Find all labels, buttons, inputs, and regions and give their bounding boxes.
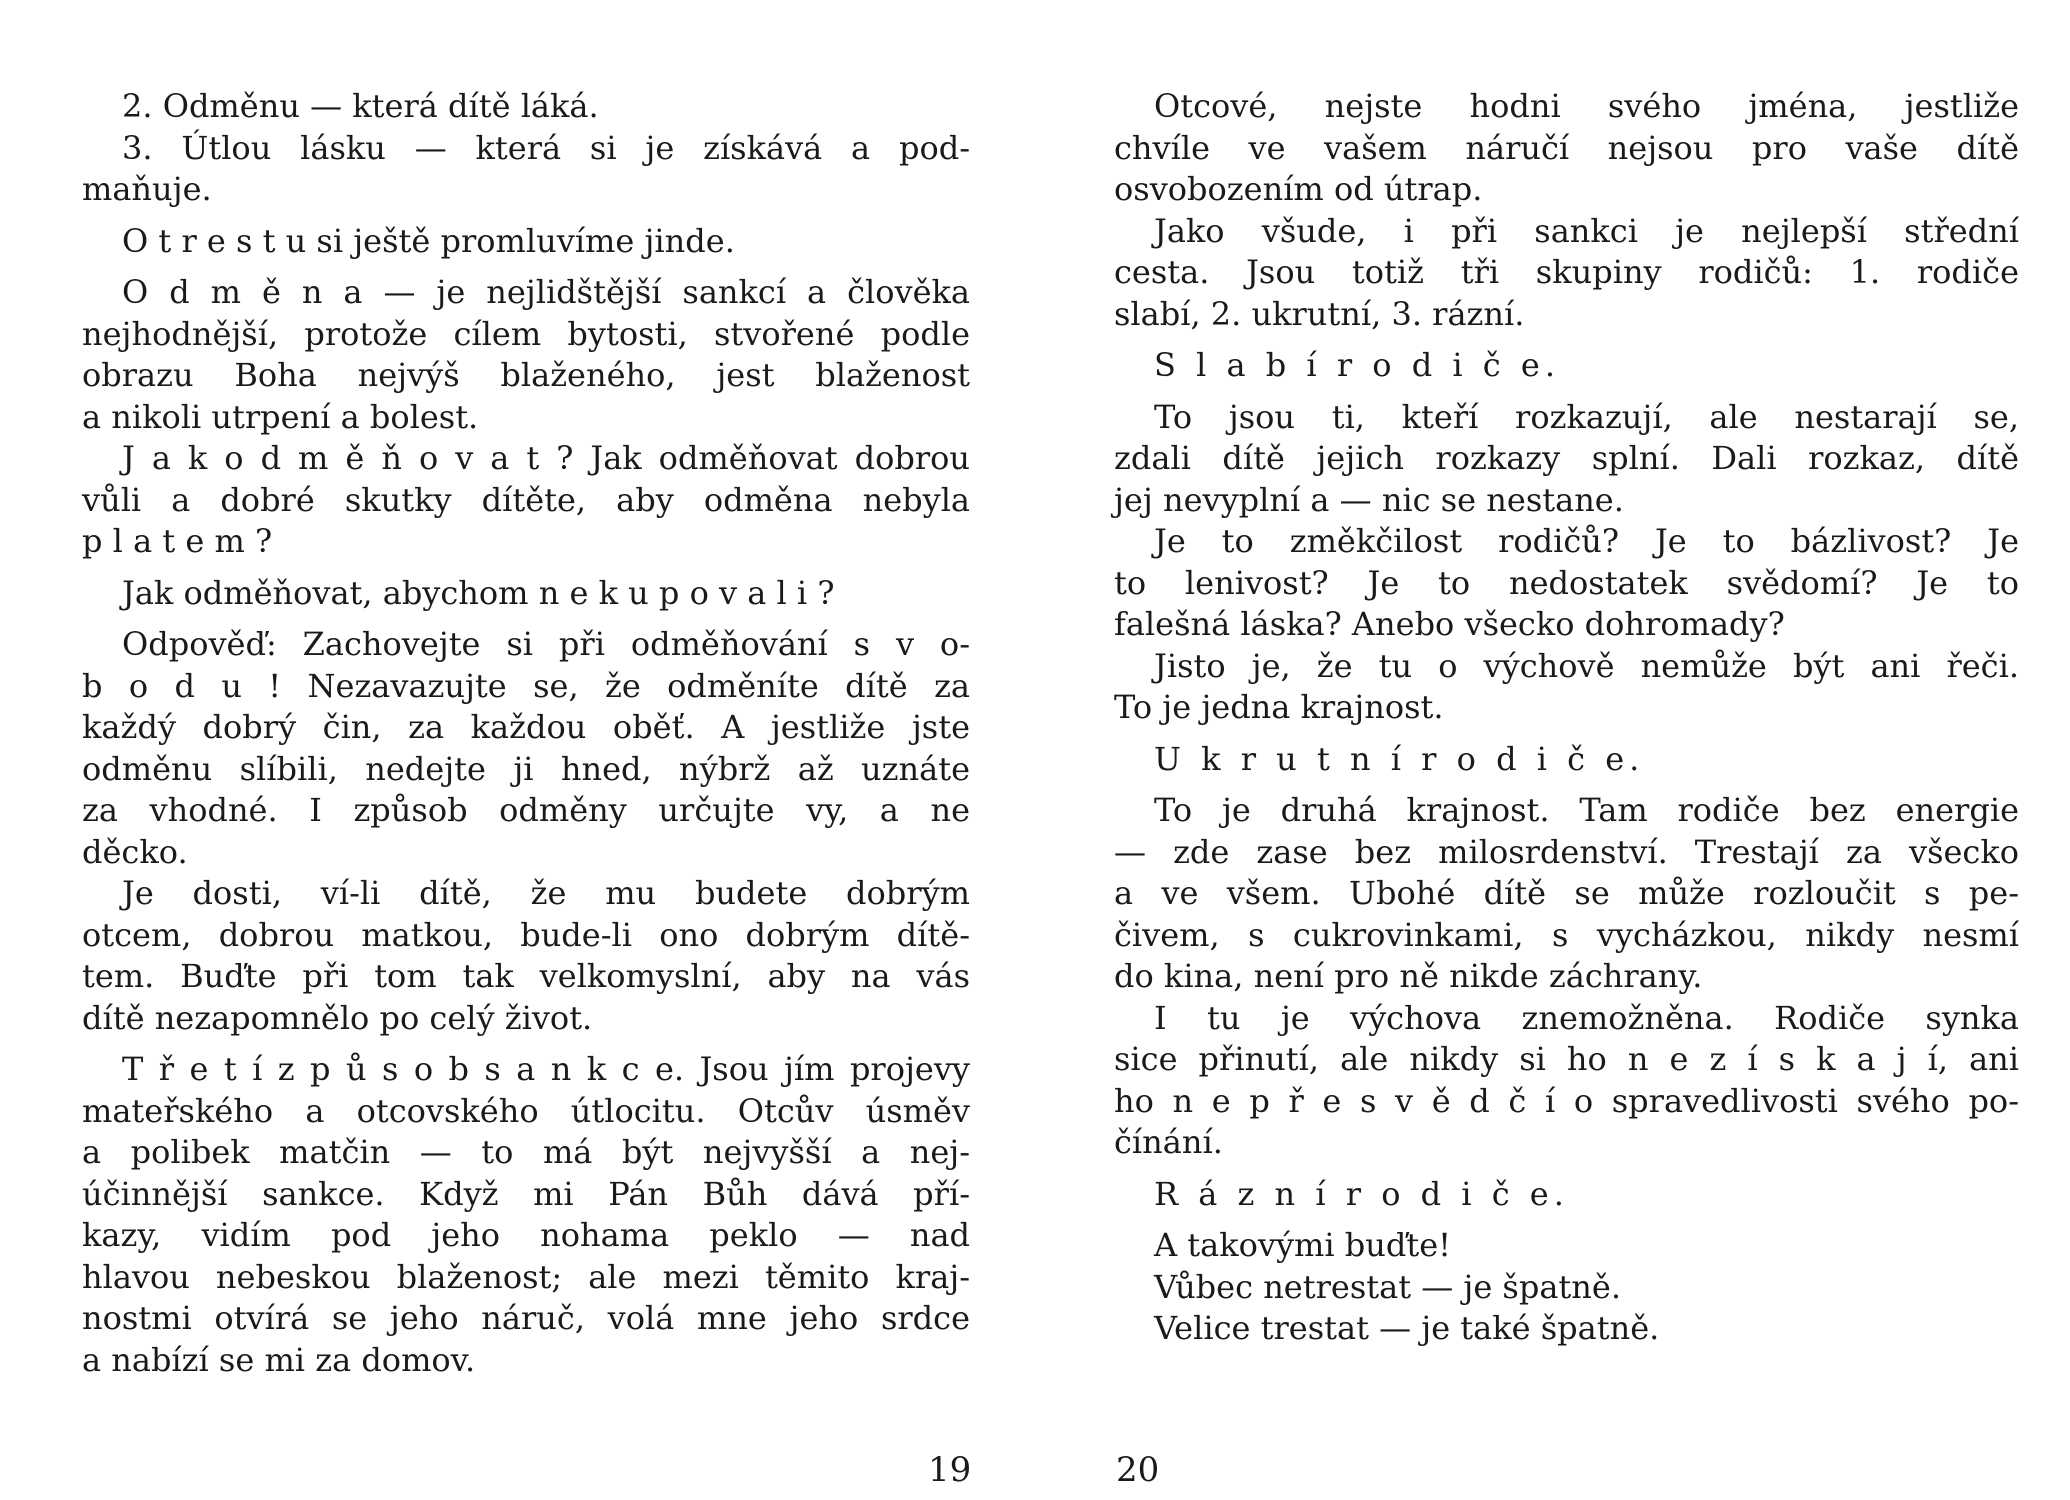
text-line: maňuje. (82, 170, 212, 208)
text-line: 3. Útlou lásku — která si je získává a pod- (122, 128, 970, 167)
text-line: obrazu Boha nejvýš blaženého, jest blaženost (82, 356, 970, 394)
text-line: a nabízí se mi za domov. (82, 1340, 476, 1379)
text-line: — zde zase bez milosrdenství. Trestají za všecko (1114, 832, 2019, 871)
text-line: za vhodné. I způsob odměny určujte vy, a ne (82, 791, 970, 829)
text-line: To jsou ti, kteří rozkazují, ale nestarají se, (1154, 397, 2019, 436)
section-heading: U k r u t n í r o d i č e. (1154, 739, 1645, 778)
text-line: otcem, dobrou matkou, bude-li ono dobrým dítě- (82, 915, 970, 954)
text-line: I tu je výchova znemožněna. Rodiče synka (1154, 998, 2019, 1037)
text-line: děcko. (82, 832, 188, 871)
text-line: do kina, není pro ně nikde záchrany. (1114, 957, 1703, 995)
text-line: to lenivost? Je to nedostatek svědomí? Je to (1114, 563, 2019, 602)
text-line: zdali dítě jejich rozkazy splní. Dali rozkaz, dítě (1114, 439, 2019, 477)
text-line: Jak odměňovat, abychom n e k u p o v a l i ? (122, 573, 835, 612)
text-line: To je druhá krajnost. Tam rodiče bez energie (1154, 791, 2019, 829)
text-line: odměnu slíbili, nedejte ji hned, nýbrž až uznáte (82, 749, 970, 788)
text-line: p l a t e m ? (82, 522, 273, 560)
text-line: tem. Buďte při tom tak velkomyslní, aby na vás (82, 957, 970, 995)
text-line: sice přinutí, ale nikdy si ho n e z í s k a j í, ani (1114, 1040, 2019, 1078)
text-line: a polibek matčin — to má být nejvyšší a nej- (82, 1133, 970, 1171)
section-heading: S l a b í r o d i č e. (1154, 346, 1560, 384)
right-page-text (1114, 86, 2019, 1350)
text-line: hlavou nebeskou blaženost; ale mezi těmito kraj- (82, 1257, 970, 1296)
text-line: nostmi otvírá se jeho náruč, volá mne jeho srdce (82, 1299, 970, 1337)
text-line: O t r e s t u si ještě promluvíme jinde. (122, 221, 735, 260)
text-line: nejhodnější, protože cílem bytosti, stvořené podle (82, 314, 970, 353)
text-line: A takovými buďte! (1154, 1226, 1452, 1264)
text-line: J a k o d m ě ň o v a t ? Jak odměňovat dobrou (122, 439, 970, 477)
text-line: Jisto je, že tu o výchově nemůže být ani řeči. (1154, 646, 2019, 685)
text-line: 2. Odměnu — která dítě láká. (122, 87, 599, 125)
text-line: b o d u ! Nezavazujte se, že odměníte dítě za (82, 666, 970, 705)
text-line: Otcové, nejste hodni svého jména, jestliže (1154, 87, 2019, 125)
text-line: účinnější sankce. Když mi Pán Bůh dává pří- (82, 1174, 970, 1213)
text-line: falešná láska? Anebo všecko dohromady? (1114, 605, 1785, 643)
text-line: O d m ě n a — je nejlidštější sankcí a člověka (122, 273, 970, 311)
page-number-left: 19 (928, 1450, 972, 1490)
text-line: a ve všem. Ubohé dítě se může rozloučit s pe- (1114, 874, 2019, 912)
text-line: čínání. (1114, 1123, 1223, 1161)
text-line: To je jedna krajnost. (1114, 688, 1444, 726)
text-line: osvobozením od útrap. (1114, 170, 1483, 208)
text-line: kazy, vidím pod jeho nohama peklo — nad (82, 1216, 970, 1254)
text-line: Vůbec netrestat — je špatně. (1154, 1267, 1621, 1306)
text-line: cesta. Jsou totiž tři skupiny rodičů: 1. rodiče (1114, 253, 2019, 291)
text-line: slabí, 2. ukrutní, 3. rázní. (1114, 294, 1525, 333)
text-line: Velice trestat — je také špatně. (1154, 1309, 1660, 1347)
text-line: a nikoli utrpení a bolest. (82, 397, 479, 436)
text-line: vůli a dobré skutky dítěte, aby odměna nebyla (82, 480, 970, 519)
text-line: Je dosti, ví-li dítě, že mu budete dobrým (122, 874, 970, 912)
text-line: mateřského a otcovského útlocitu. Otcův úsměv (82, 1091, 970, 1130)
text-line: Odpověď: Zachovejte si při odměňování s v o- (122, 625, 970, 663)
page-number-right: 20 (1116, 1450, 1160, 1490)
section-heading: R á z n í r o d i č e. (1154, 1174, 1569, 1213)
text-line: dítě nezapomnělo po celý život. (82, 998, 593, 1037)
left-page-text (82, 86, 970, 1381)
text-line: T ř e t í z p ů s o b s a n k c e. Jsou jím projevy (122, 1050, 970, 1088)
text-line: čivem, s cukrovinkami, s vycházkou, nikdy nesmí (1114, 915, 2019, 954)
text-line: ho n e p ř e s v ě d č í o spravedlivosti svého po- (1114, 1081, 2019, 1120)
text-line: Je to změkčilost rodičů? Je to bázlivost? Je (1154, 522, 2019, 560)
text-line: Jako všude, i při sankci je nejlepší střední (1154, 211, 2019, 250)
text-line: každý dobrý čin, za každou oběť. A jestliže jste (82, 708, 970, 746)
text-line: jej nevyplní a — nic se nestane. (1114, 480, 1624, 519)
text-line: chvíle ve vašem náručí nejsou pro vaše dítě (1114, 128, 2019, 167)
